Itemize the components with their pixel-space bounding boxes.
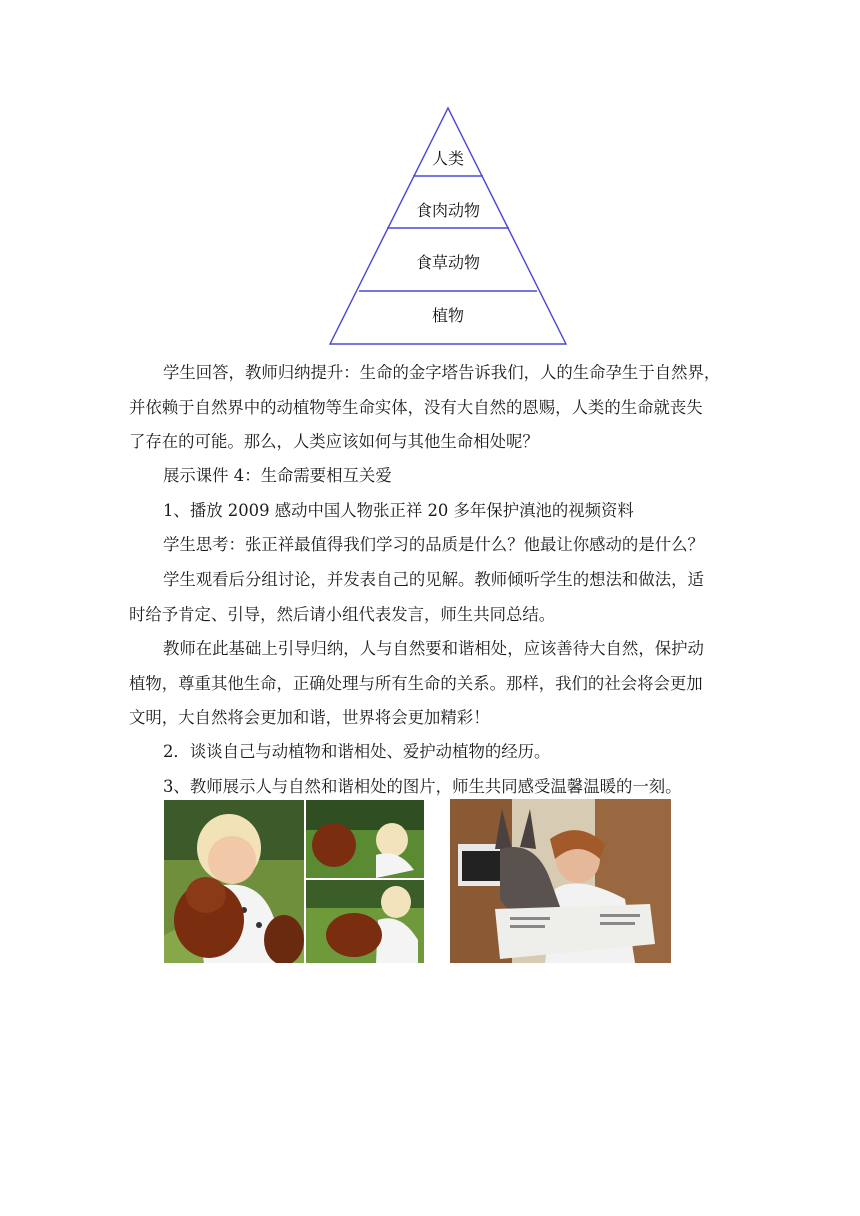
pyramid-level-humans: 人类 — [431, 149, 465, 168]
text-line: 学生思考：张正祥最值得我们学习的品质是什么？他最让你感动的是什么？ — [163, 535, 704, 554]
paragraph-discuss-experience — [163, 735, 733, 770]
child-orangutan-on-grass-photo — [306, 800, 424, 878]
woman-with-donkey-reading-newspaper-photo — [450, 799, 671, 963]
text-line: 并依赖于自然界中的动植物等生命实体，没有大自然的恩赐，人类的生命就丧失 — [129, 397, 703, 417]
pyramid-level-plants: 植物 — [431, 306, 465, 325]
pyramid-level-herbivores: 食草动物 — [415, 253, 481, 272]
text-line: 了存在的可能。那么，人类应该如何与其他生命相处呢？ — [129, 432, 539, 451]
text-line: 1、播放 2009 感动中国人物张正祥 20 多年保护滇池的视频资料 — [163, 501, 634, 520]
paragraph-teacher-summary — [129, 632, 733, 736]
text-line: 2．谈谈自己与动植物和谐相处、爱护动植物的经历。 — [163, 742, 551, 761]
text-line: 3、教师展示人与自然和谐相处的图片，师生共同感受温馨温暖的一刻。 — [163, 777, 682, 796]
text-line: 学生回答，教师归纳提升：生命的金字塔告诉我们，人的生命孕生于自然界， — [163, 363, 721, 382]
life-pyramid-diagram — [326, 104, 570, 348]
paragraph-student-answer — [129, 356, 733, 460]
text-line: 教师在此基础上引导归纳，人与自然要和谐相处，应该善待大自然，保护动 — [163, 639, 704, 658]
text-line: 时给予肯定、引导，然后请小组代表发言，师生共同总结。 — [129, 604, 556, 624]
pyramid-level-carnivores: 食肉动物 — [415, 201, 481, 220]
text-line: 植物，尊重其他生命，正确处理与所有生命的关系。那样，我们的社会将会更加 — [129, 673, 703, 693]
child-with-orangutan-photo — [164, 800, 304, 963]
text-line: 学生观看后分组讨论，并发表自己的见解。教师倾听学生的想法和做法，适 — [163, 570, 704, 589]
paragraph-courseware-4 — [163, 459, 733, 494]
paragraph-student-think — [163, 528, 733, 563]
child-hugging-orangutan-photo — [306, 880, 424, 963]
paragraph-group-discussion — [129, 563, 733, 632]
text-line: 展示课件 4：生命需要相互关爱 — [163, 466, 392, 485]
text-line: 文明，大自然将会更加和谐，世界将会更加精彩！ — [129, 708, 490, 727]
paragraph-play-video — [163, 494, 733, 529]
